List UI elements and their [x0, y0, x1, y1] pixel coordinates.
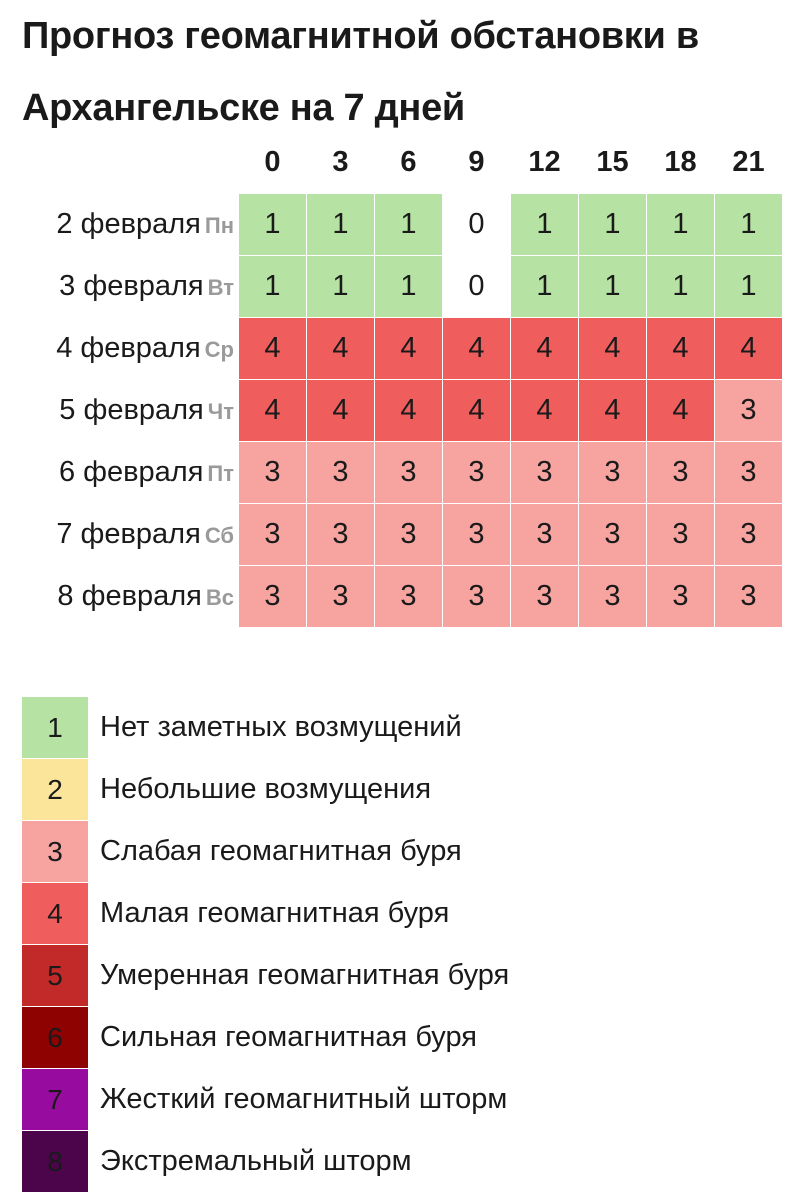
- heatmap-cell: 1: [239, 194, 307, 256]
- heatmap-cell: 3: [239, 442, 307, 504]
- heatmap-cell: 4: [443, 318, 511, 380]
- heatmap-cell: 1: [647, 256, 715, 318]
- weekday-label: Пт: [207, 461, 234, 486]
- heatmap-cell: 4: [307, 380, 375, 442]
- forecast-heatmap: [22, 132, 783, 628]
- heatmap-cell: 3: [647, 566, 715, 628]
- legend-swatch: 7: [22, 1069, 88, 1131]
- hour-label: 15: [596, 146, 629, 178]
- row-label: [22, 380, 239, 442]
- legend-item: [22, 1069, 509, 1131]
- heatmap-cell: 3: [307, 442, 375, 504]
- hour-label: 12: [528, 146, 561, 178]
- heatmap-cell: 1: [239, 256, 307, 318]
- header-corner: [22, 132, 239, 194]
- heatmap-cell: 1: [579, 256, 647, 318]
- date-label: 6 февраля: [58, 456, 204, 488]
- heatmap-cell: 1: [511, 256, 579, 318]
- heatmap-cell: 3: [443, 566, 511, 628]
- heatmap-cell: 1: [647, 194, 715, 256]
- table-row: [22, 380, 783, 442]
- heatmap-cell: 4: [647, 318, 715, 380]
- heatmap-cell: 3: [715, 380, 783, 442]
- heatmap-cell: 1: [715, 256, 783, 318]
- legend-swatch: 6: [22, 1007, 88, 1069]
- legend-swatch: 8: [22, 1131, 88, 1193]
- heatmap-cell: 4: [647, 380, 715, 442]
- heatmap-cell: 1: [307, 256, 375, 318]
- heatmap-cell: 4: [511, 380, 579, 442]
- heatmap-cell: 3: [375, 566, 443, 628]
- hour-label: 21: [732, 146, 765, 178]
- legend: [22, 696, 509, 1193]
- date-label: 3 февраля: [59, 270, 204, 302]
- heatmap-cell: 0: [443, 256, 511, 318]
- legend-item: [22, 697, 509, 759]
- heatmap-cell: 3: [239, 566, 307, 628]
- weekday-label: Сб: [204, 523, 234, 548]
- heatmap-cell: 3: [715, 566, 783, 628]
- heatmap-cell: 3: [239, 504, 307, 566]
- legend-item: [22, 821, 509, 883]
- heatmap-cell: 4: [443, 380, 511, 442]
- hour-label: 18: [664, 146, 697, 178]
- table-row: [22, 566, 783, 628]
- heatmap-cell: 1: [579, 194, 647, 256]
- heatmap-cell: 1: [375, 194, 443, 256]
- date-label: 8 февраля: [57, 580, 202, 612]
- row-label: [22, 566, 239, 628]
- heatmap-cell: 3: [375, 442, 443, 504]
- heatmap-cell: 3: [579, 442, 647, 504]
- heatmap-cell: 0: [443, 194, 511, 256]
- weekday-label: Вт: [207, 275, 234, 300]
- page-title: Прогноз геомагнитной обстановки в Архангельске на 7 дней: [22, 15, 699, 129]
- legend-item: [22, 1007, 509, 1069]
- legend-label: Умеренная геомагнитная буря: [100, 959, 510, 991]
- heatmap-cell: 3: [511, 442, 579, 504]
- weekday-label: Пн: [204, 213, 234, 238]
- legend-item: [22, 1131, 509, 1193]
- row-label: [22, 442, 239, 504]
- heatmap-cell: 1: [511, 194, 579, 256]
- heatmap-cell: 3: [307, 566, 375, 628]
- legend-label: Жесткий геомагнитный шторм: [100, 1083, 508, 1115]
- heatmap-cell: 3: [307, 504, 375, 566]
- legend-label: Небольшие возмущения: [100, 773, 432, 805]
- heatmap-cell: 3: [579, 504, 647, 566]
- heatmap-body: [22, 194, 783, 628]
- row-label: [22, 256, 239, 318]
- legend-item: [22, 945, 509, 1007]
- weekday-label: Чт: [207, 399, 234, 424]
- row-label: [22, 194, 239, 256]
- heatmap-cell: 4: [715, 318, 783, 380]
- heatmap-cell: 4: [511, 318, 579, 380]
- hour-label: 3: [332, 146, 349, 178]
- hour-label: 0: [264, 146, 281, 178]
- date-label: 2 февраля: [56, 208, 201, 240]
- row-label: [22, 504, 239, 566]
- row-label: [22, 318, 239, 380]
- heatmap-cell: 3: [511, 566, 579, 628]
- heatmap-cell: 3: [511, 504, 579, 566]
- heatmap-cell: 3: [443, 442, 511, 504]
- heatmap-cell: 3: [647, 442, 715, 504]
- legend-swatch: 5: [22, 945, 88, 1007]
- heatmap-cell: 3: [375, 504, 443, 566]
- heatmap-cell: 4: [375, 380, 443, 442]
- weekday-label: Ср: [204, 337, 234, 362]
- hour-label: 6: [400, 146, 417, 178]
- heatmap-cell: 4: [375, 318, 443, 380]
- legend-label: Слабая геомагнитная буря: [100, 835, 462, 867]
- legend-label: Малая геомагнитная буря: [100, 897, 450, 929]
- legend-item: [22, 759, 509, 821]
- hour-header-row: [22, 132, 783, 194]
- legend-item: [22, 883, 509, 945]
- heatmap-cell: 4: [239, 318, 307, 380]
- heatmap-cell: 4: [579, 318, 647, 380]
- heatmap-cell: 4: [579, 380, 647, 442]
- heatmap-cell: 4: [307, 318, 375, 380]
- heatmap-cell: 3: [579, 566, 647, 628]
- legend-swatch: 3: [22, 821, 88, 883]
- table-row: [22, 256, 783, 318]
- heatmap-cell: 3: [443, 504, 511, 566]
- table-row: [22, 194, 783, 256]
- heatmap-cell: 1: [375, 256, 443, 318]
- date-label: 7 февраля: [56, 518, 201, 550]
- table-row: [22, 504, 783, 566]
- legend-swatch: 4: [22, 883, 88, 945]
- legend-label: Экстремальный шторм: [100, 1145, 412, 1177]
- date-label: 4 февраля: [56, 332, 201, 364]
- legend-label: Нет заметных возмущений: [100, 711, 462, 743]
- weekday-label: Вс: [205, 585, 234, 610]
- hour-label: 9: [468, 146, 485, 178]
- heatmap-cell: 3: [715, 442, 783, 504]
- legend-swatch: 2: [22, 759, 88, 821]
- heatmap-cell: 3: [647, 504, 715, 566]
- table-row: [22, 318, 783, 380]
- heatmap-cell: 3: [715, 504, 783, 566]
- legend-swatch: 1: [22, 697, 88, 759]
- table-row: [22, 442, 783, 504]
- legend-label: Сильная геомагнитная буря: [100, 1021, 477, 1053]
- heatmap-cell: 1: [307, 194, 375, 256]
- heatmap-cell: 1: [715, 194, 783, 256]
- date-label: 5 февраля: [59, 394, 204, 426]
- heatmap-cell: 4: [239, 380, 307, 442]
